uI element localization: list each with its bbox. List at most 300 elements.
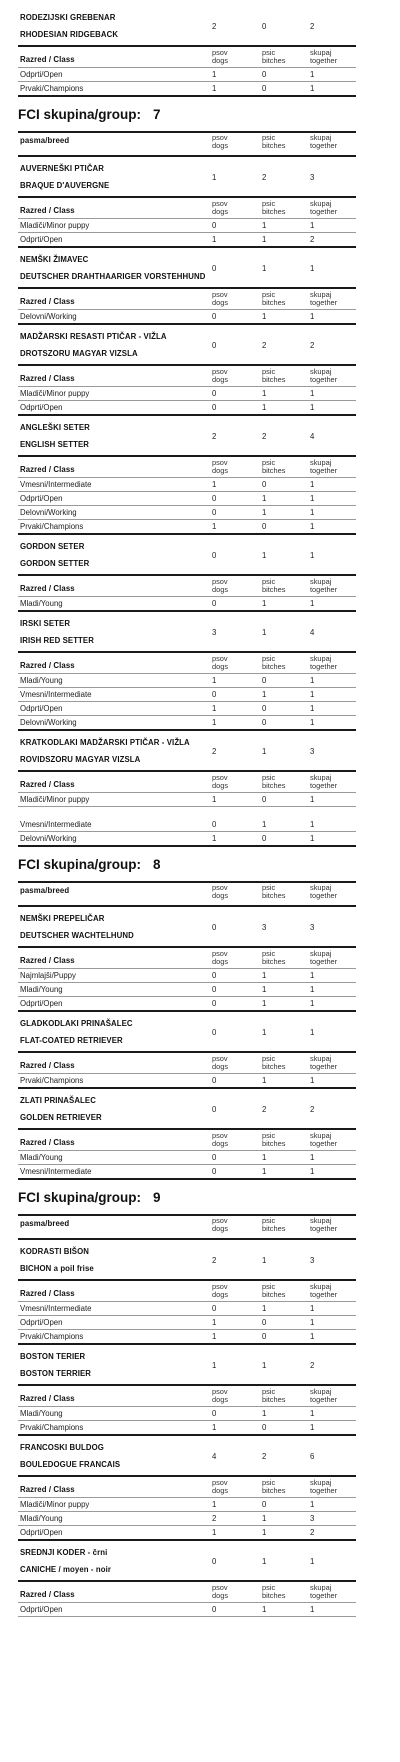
class-count-dogs: 0 (212, 999, 217, 1008)
class-count-bitches: 1 (262, 971, 267, 980)
section-divider (18, 131, 356, 133)
section-divider (18, 770, 356, 772)
breed-header-label: pasma/breed (20, 136, 70, 145)
breed-name-local: KODRASTI BIŠON (20, 1247, 89, 1256)
class-count-together: 3 (310, 1514, 315, 1523)
section-divider (18, 651, 356, 653)
class-header-col-together (310, 459, 337, 475)
class-header-col-dogs-word: psov (212, 367, 228, 376)
class-header-col-dogs-word: psov (212, 1387, 228, 1396)
class-header-col-together (310, 1479, 337, 1495)
class-count-bitches: 1 (262, 1409, 267, 1418)
class-header-label: Razred / Class (20, 1590, 75, 1599)
class-count-dogs: 1 (212, 84, 217, 93)
group-title-label: FCI skupina/group: (18, 107, 141, 122)
class-header-col-bitches (262, 459, 285, 475)
section-divider (18, 414, 356, 416)
class-count-together: 1 (310, 1500, 315, 1509)
class-count-dogs: 0 (212, 1304, 217, 1313)
class-header-col-together-word: skupaj (310, 1131, 332, 1140)
class-header-col-together (310, 578, 337, 594)
breed-count-together: 3 (310, 923, 315, 932)
row-divider (18, 687, 356, 688)
breed-name-local: RODEZIJSKI GREBENAR (20, 13, 116, 22)
class-count-dogs: 1 (212, 480, 217, 489)
breed-count-together: 2 (310, 341, 315, 350)
breed-name-english: DROTSZORU MAGYAR VIZSLA (20, 349, 138, 358)
class-count-dogs: 0 (212, 690, 217, 699)
section-divider (18, 196, 356, 198)
class-header-col-bitches-word: bitches (262, 1591, 286, 1600)
class-count-together: 1 (310, 599, 315, 608)
breed-count-bitches: 1 (262, 1557, 267, 1566)
class-header-col-bitches-word: bitches (262, 1395, 286, 1404)
class-count-dogs: 1 (212, 718, 217, 727)
breed-header-col-bitches-word: psic (262, 883, 276, 892)
class-header-col-dogs (212, 950, 228, 966)
class-header-col-bitches-word: bitches (262, 207, 286, 216)
class-count-together: 1 (310, 820, 315, 829)
class-header-col-together (310, 1584, 337, 1600)
class-header-col-together-word: skupaj (310, 1387, 332, 1396)
class-header-col-together-word: skupaj (310, 1583, 332, 1592)
class-header-col-together-word: skupaj (310, 199, 332, 208)
class-count-bitches: 0 (262, 676, 267, 685)
class-count-together: 1 (310, 985, 315, 994)
class-header-col-together-word: skupaj (310, 949, 332, 958)
class-header-col-dogs (212, 1584, 228, 1600)
class-header-col-bitches (262, 950, 285, 966)
class-header-col-bitches-word: psic (262, 48, 276, 57)
class-label: Odprti/Open (20, 403, 63, 412)
breed-name-english: GORDON SETTER (20, 559, 90, 568)
breed-count-dogs: 2 (212, 747, 217, 756)
class-count-dogs: 0 (212, 494, 217, 503)
class-count-together: 1 (310, 70, 315, 79)
class-label: Mladiči/Minor puppy (20, 389, 90, 398)
class-header-col-dogs-word: dogs (212, 375, 229, 384)
row-divider (18, 996, 356, 997)
class-label: Mladi/Young (20, 1153, 63, 1162)
class-count-dogs: 1 (212, 1332, 217, 1341)
class-count-together: 2 (310, 235, 315, 244)
class-header-col-dogs-word: psov (212, 48, 228, 57)
breed-header-col-together (310, 884, 337, 900)
breed-count-dogs: 0 (212, 264, 217, 273)
breed-name-english: FLAT-COATED RETRIEVER (20, 1036, 123, 1045)
class-count-dogs: 0 (212, 1409, 217, 1418)
breed-count-together: 2 (310, 22, 315, 31)
class-header-col-dogs-word: dogs (212, 781, 229, 790)
class-header-col-together-word: together (310, 375, 338, 384)
group-number: 8 (153, 857, 161, 872)
class-header-col-dogs (212, 1479, 228, 1495)
breed-count-together: 1 (310, 1028, 315, 1037)
breed-header-col-bitches-word: bitches (262, 1224, 286, 1233)
section-divider (18, 364, 356, 366)
breed-name-english: RHODESIAN RIDGEBACK (20, 30, 119, 39)
breed-header-col-together-word: together (310, 891, 338, 900)
breed-count-together: 3 (310, 173, 315, 182)
breed-count-bitches: 3 (262, 923, 267, 932)
class-header-label: Razred / Class (20, 1061, 75, 1070)
class-header-col-bitches (262, 1479, 285, 1495)
class-count-bitches: 1 (262, 1514, 267, 1523)
breed-header-col-dogs-word: dogs (212, 891, 229, 900)
class-header-col-dogs (212, 655, 228, 671)
class-count-bitches: 1 (262, 312, 267, 321)
section-divider (18, 155, 356, 157)
class-count-bitches: 0 (262, 795, 267, 804)
class-count-dogs: 1 (212, 795, 217, 804)
class-header-col-together-word: skupaj (310, 1478, 332, 1487)
class-count-dogs: 0 (212, 1605, 217, 1614)
breed-header-col-dogs-word: dogs (212, 141, 229, 150)
class-header-col-dogs (212, 578, 228, 594)
class-header-col-dogs-word: psov (212, 290, 228, 299)
class-header-col-dogs-word: dogs (212, 585, 229, 594)
class-header-col-bitches (262, 655, 285, 671)
section-divider (18, 533, 356, 535)
row-divider (18, 505, 356, 506)
class-count-bitches: 1 (262, 820, 267, 829)
class-header-label: Razred / Class (20, 55, 75, 64)
class-count-together: 2 (310, 1528, 315, 1537)
row-divider (18, 968, 356, 969)
section-divider (18, 1214, 356, 1216)
class-label: Mladi/Young (20, 599, 63, 608)
class-header-col-dogs-word: psov (212, 949, 228, 958)
breed-count-together: 1 (310, 551, 315, 560)
class-label: Vmesni/Intermediate (20, 820, 92, 829)
breed-count-together: 4 (310, 628, 315, 637)
class-label: Odprti/Open (20, 1605, 63, 1614)
class-header-col-bitches-word: bitches (262, 1486, 286, 1495)
class-label: Delovni/Working (20, 834, 77, 843)
class-header-col-together (310, 291, 337, 307)
section-divider (18, 45, 356, 47)
class-label: Odprti/Open (20, 494, 63, 503)
class-header-col-bitches-word: psic (262, 458, 276, 467)
breed-count-dogs: 4 (212, 1452, 217, 1461)
class-count-together: 1 (310, 718, 315, 727)
class-count-bitches: 1 (262, 1153, 267, 1162)
row-divider (18, 386, 356, 387)
breed-name-english: CANICHE / moyen - noir (20, 1565, 112, 1574)
class-count-bitches: 0 (262, 1423, 267, 1432)
row-divider (18, 1420, 356, 1421)
class-count-together: 1 (310, 1409, 315, 1418)
class-count-bitches: 1 (262, 999, 267, 1008)
breed-count-bitches: 2 (262, 1105, 267, 1114)
class-header-label: Razred / Class (20, 1138, 75, 1147)
breed-count-dogs: 0 (212, 1028, 217, 1037)
row-divider (18, 491, 356, 492)
class-count-bitches: 0 (262, 704, 267, 713)
class-header-col-together (310, 49, 337, 65)
row-divider (18, 982, 356, 983)
class-header-col-together-word: together (310, 957, 338, 966)
class-header-col-together-word: together (310, 781, 338, 790)
class-header-col-dogs (212, 1132, 228, 1148)
breed-name-local: ZLATI PRINAŠALEC (20, 1096, 96, 1105)
breed-count-dogs: 0 (212, 341, 217, 350)
breed-header-col-together (310, 1217, 337, 1233)
row-divider (18, 1329, 356, 1330)
breed-header-col-bitches-word: psic (262, 133, 276, 142)
class-header-col-together-word: together (310, 207, 338, 216)
class-header-col-bitches-word: bitches (262, 1139, 286, 1148)
class-header-col-together-word: skupaj (310, 1282, 332, 1291)
class-label: Vmesni/Intermediate (20, 690, 92, 699)
breed-count-bitches: 2 (262, 432, 267, 441)
breed-header-col-bitches (262, 1217, 285, 1233)
class-count-bitches: 1 (262, 1528, 267, 1537)
row-divider (18, 1497, 356, 1498)
class-header-col-dogs (212, 1283, 228, 1299)
class-label: Odprti/Open (20, 704, 63, 713)
class-label: Odprti/Open (20, 999, 63, 1008)
breed-count-dogs: 2 (212, 432, 217, 441)
class-header-label: Razred / Class (20, 956, 75, 965)
class-count-dogs: 1 (212, 1528, 217, 1537)
breed-name-local: KRATKODLAKI MADŽARSKI PTIČAR - VIŽLA (20, 738, 190, 747)
breed-name-english: GOLDEN RETRIEVER (20, 1113, 102, 1122)
class-header-col-together-word: skupaj (310, 773, 332, 782)
class-header-col-together (310, 1388, 337, 1404)
section-divider (18, 610, 356, 612)
class-count-together: 1 (310, 480, 315, 489)
class-count-together: 1 (310, 1153, 315, 1162)
group-title (18, 107, 161, 122)
class-header-col-dogs-word: dogs (212, 1290, 229, 1299)
class-header-col-bitches (262, 368, 285, 384)
class-count-together: 1 (310, 834, 315, 843)
row-divider (18, 218, 356, 219)
class-header-col-together-word: skupaj (310, 48, 332, 57)
breed-count-dogs: 2 (212, 22, 217, 31)
class-header-col-dogs (212, 49, 228, 65)
class-label: Vmesni/Intermediate (20, 480, 92, 489)
class-count-dogs: 0 (212, 389, 217, 398)
class-count-dogs: 0 (212, 221, 217, 230)
class-header-col-bitches-word: psic (262, 290, 276, 299)
breed-header-col-dogs (212, 884, 228, 900)
class-header-col-dogs (212, 774, 228, 790)
breed-header-col-dogs-word: psov (212, 1216, 228, 1225)
class-count-dogs: 0 (212, 985, 217, 994)
class-header-col-dogs (212, 1388, 228, 1404)
class-header-col-bitches (262, 291, 285, 307)
class-header-col-dogs-word: psov (212, 1478, 228, 1487)
row-divider (18, 792, 356, 793)
class-header-col-together-word: together (310, 585, 338, 594)
breed-name-local: FRANCOSKI BULDOG (20, 1443, 104, 1452)
row-divider (18, 673, 356, 674)
class-header-col-dogs-word: psov (212, 458, 228, 467)
class-count-bitches: 1 (262, 599, 267, 608)
row-divider (18, 400, 356, 401)
breed-count-together: 6 (310, 1452, 315, 1461)
class-header-col-bitches (262, 1055, 285, 1071)
class-header-label: Razred / Class (20, 1485, 75, 1494)
section-divider (18, 455, 356, 457)
breed-count-together: 4 (310, 432, 315, 441)
breed-count-dogs: 3 (212, 628, 217, 637)
section-divider (18, 1580, 356, 1582)
class-count-dogs: 1 (212, 676, 217, 685)
class-header-col-bitches-word: bitches (262, 662, 286, 671)
class-count-bitches: 0 (262, 1500, 267, 1509)
class-header-col-bitches (262, 200, 285, 216)
class-count-dogs: 1 (212, 70, 217, 79)
group-title (18, 857, 161, 872)
class-header-label: Razred / Class (20, 206, 75, 215)
class-header-col-together-word: together (310, 1486, 338, 1495)
class-count-together: 1 (310, 971, 315, 980)
row-divider (18, 1525, 356, 1526)
section-divider (18, 287, 356, 289)
breed-count-bitches: 2 (262, 341, 267, 350)
breed-header-col-bitches-word: bitches (262, 141, 286, 150)
section-divider (18, 1475, 356, 1477)
class-count-dogs: 0 (212, 312, 217, 321)
class-header-col-dogs-word: dogs (212, 298, 229, 307)
class-header-label: Razred / Class (20, 661, 75, 670)
section-divider (18, 905, 356, 907)
breed-header-col-bitches-word: psic (262, 1216, 276, 1225)
class-count-dogs: 0 (212, 508, 217, 517)
breed-name-english: ROVIDSZORU MAGYAR VIZSLA (20, 755, 141, 764)
breed-count-bitches: 1 (262, 264, 267, 273)
class-count-bitches: 0 (262, 1318, 267, 1327)
class-count-bitches: 1 (262, 389, 267, 398)
class-count-bitches: 1 (262, 235, 267, 244)
class-header-col-bitches (262, 578, 285, 594)
breed-name-local: ANGLEŠKI SETER (20, 423, 90, 432)
class-header-col-together-word: skupaj (310, 367, 332, 376)
section-divider (18, 1051, 356, 1053)
breed-name-english: BOSTON TERRIER (20, 1369, 92, 1378)
breed-count-bitches: 2 (262, 1452, 267, 1461)
breed-name-english: BRAQUE D'AUVERGNE (20, 181, 110, 190)
row-divider (18, 81, 356, 82)
class-label: Mladiči/Minor puppy (20, 1500, 90, 1509)
class-header-col-dogs (212, 368, 228, 384)
class-header-col-bitches-word: psic (262, 199, 276, 208)
class-count-bitches: 1 (262, 508, 267, 517)
class-header-col-bitches-word: bitches (262, 56, 286, 65)
section-divider (18, 1128, 356, 1130)
class-header-col-together-word: skupaj (310, 1054, 332, 1063)
class-header-col-dogs-word: psov (212, 1583, 228, 1592)
section-divider (18, 95, 356, 97)
class-count-bitches: 1 (262, 221, 267, 230)
section-divider (18, 1238, 356, 1240)
class-label: Vmesni/Intermediate (20, 1167, 92, 1176)
class-header-col-bitches-word: psic (262, 654, 276, 663)
breed-count-dogs: 2 (212, 1256, 217, 1265)
section-divider (18, 323, 356, 325)
class-header-col-bitches (262, 49, 285, 65)
class-header-col-bitches-word: bitches (262, 466, 286, 475)
group-title (18, 1190, 161, 1205)
breed-header-col-together (310, 134, 337, 150)
class-header-label: Razred / Class (20, 1394, 75, 1403)
class-header-col-bitches-word: psic (262, 1583, 276, 1592)
breed-count-dogs: 0 (212, 923, 217, 932)
class-header-col-together (310, 774, 337, 790)
section-divider (18, 246, 356, 248)
group-title-label: FCI skupina/group: (18, 857, 141, 872)
class-count-together: 1 (310, 1332, 315, 1341)
class-header-col-together-word: together (310, 1062, 338, 1071)
row-divider (18, 596, 356, 597)
row-divider (18, 701, 356, 702)
class-count-bitches: 1 (262, 1605, 267, 1614)
class-count-bitches: 1 (262, 494, 267, 503)
class-label: Odprti/Open (20, 70, 63, 79)
breed-count-together: 1 (310, 264, 315, 273)
breed-name-english: BICHON a poil frise (20, 1264, 94, 1273)
row-divider (18, 519, 356, 520)
class-count-dogs: 1 (212, 834, 217, 843)
class-count-bitches: 1 (262, 1167, 267, 1176)
breed-count-dogs: 0 (212, 1557, 217, 1566)
breed-header-label: pasma/breed (20, 886, 70, 895)
section-divider (18, 1539, 356, 1541)
breed-header-col-bitches-word: bitches (262, 891, 286, 900)
class-label: Vmesni/Intermediate (20, 1304, 92, 1313)
class-header-col-together-word: together (310, 466, 338, 475)
class-header-col-bitches-word: psic (262, 1054, 276, 1063)
section-divider (18, 574, 356, 576)
class-count-dogs: 1 (212, 235, 217, 244)
class-count-bitches: 0 (262, 70, 267, 79)
class-count-dogs: 1 (212, 522, 217, 531)
class-header-col-dogs-word: dogs (212, 1062, 229, 1071)
class-count-together: 1 (310, 508, 315, 517)
class-label: Mladi/Young (20, 676, 63, 685)
class-header-col-dogs-word: dogs (212, 56, 229, 65)
class-header-col-together-word: together (310, 662, 338, 671)
class-label: Odprti/Open (20, 1318, 63, 1327)
class-label: Delovni/Working (20, 312, 77, 321)
row-divider (18, 309, 356, 310)
class-label: Mladiči/Minor puppy (20, 221, 90, 230)
section-divider (18, 1384, 356, 1386)
class-count-bitches: 1 (262, 690, 267, 699)
class-header-col-together (310, 1283, 337, 1299)
class-label: Mladi/Young (20, 1409, 63, 1418)
breed-header-col-dogs (212, 1217, 228, 1233)
class-count-together: 1 (310, 999, 315, 1008)
class-label: Prvaki/Champions (20, 522, 84, 531)
class-header-col-bitches-word: psic (262, 1282, 276, 1291)
class-label: Prvaki/Champions (20, 1423, 84, 1432)
class-count-dogs: 0 (212, 599, 217, 608)
class-header-col-bitches-word: bitches (262, 298, 286, 307)
class-count-bitches: 1 (262, 1304, 267, 1313)
row-divider (18, 806, 356, 807)
row-divider (18, 67, 356, 68)
breed-count-dogs: 0 (212, 551, 217, 560)
class-count-dogs: 0 (212, 1153, 217, 1162)
class-header-col-dogs-word: psov (212, 654, 228, 663)
class-count-together: 1 (310, 1304, 315, 1313)
row-divider (18, 1301, 356, 1302)
row-divider (18, 831, 356, 832)
